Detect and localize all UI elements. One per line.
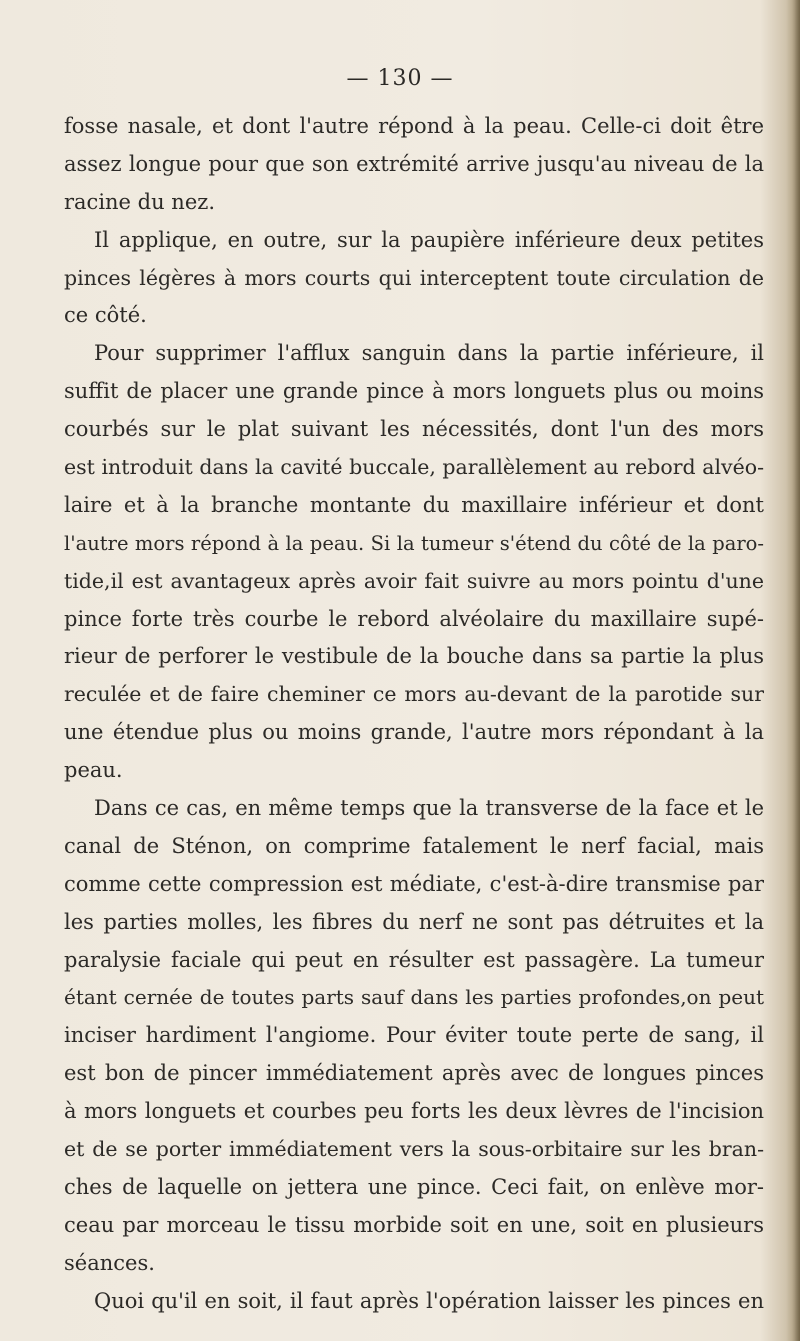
text-line: suffit de placer une grande pince à mors longuets plus ou moins [64, 379, 764, 404]
text-line: ce côté. [64, 303, 147, 328]
text-line: fosse nasale, et dont l'autre répond à la peau. Celle-ci doit être [64, 114, 764, 138]
text-line: l'autre mors répond à la peau. Si la tumeur s'étend du côté de la paro- [64, 531, 764, 555]
text-line: laire et à la branche montante du maxillaire inférieur et dont [64, 492, 764, 517]
text-line: les parties molles, les fibres du nerf ne sont pas détruites et la [64, 909, 764, 934]
text-line: comme cette compression est médiate, c'est-à-dire transmise par [64, 871, 764, 896]
text-line: ches de laquelle on jettera une pince. Ceci fait, on enlève mor- [64, 1174, 764, 1199]
text-line: Pour supprimer l'afflux sanguin dans la partie inférieure, il [94, 341, 764, 366]
text-line: rieur de perforer le vestibule de la bouche dans sa partie la plus [64, 644, 764, 669]
text-line: paralysie faciale qui peut en résulter est passagère. La tumeur [64, 947, 764, 972]
text-line: inciser hardiment l'angiome. Pour éviter toute perte de sang, il [64, 1023, 764, 1048]
text-line: une étendue plus ou moins grande, l'autre mors répondant à la [64, 720, 764, 745]
text-line: tide,il est avantageux après avoir fait suivre au mors pointu d'une [64, 568, 764, 593]
page-edge-shadow [786, 0, 800, 1341]
text-line: Quoi qu'il en soit, il faut après l'opération laisser les pinces en [94, 1288, 764, 1313]
text-line: peau. [64, 758, 123, 783]
text-line: canal de Sténon, on comprime fatalement le nerf facial, mais [64, 833, 764, 858]
text-line: et de se porter immédiatement vers la sous-orbitaire sur les bran- [64, 1137, 764, 1162]
text-line: courbés sur le plat suivant les nécessités, dont l'un des mors [64, 417, 764, 442]
text-line: racine du nez. [64, 189, 215, 214]
text-line: Il applique, en outre, sur la paupière inférieure deux petites [94, 227, 764, 252]
text-line: à mors longuets et courbes peu forts les deux lèvres de l'incision [64, 1099, 764, 1124]
body-text [64, 108, 764, 1321]
text-line: Dans ce cas, en même temps que la transverse de la face et le [94, 796, 764, 821]
text-line: est bon de pincer immédiatement après avec de longues pinces [64, 1061, 764, 1086]
text-line: est introduit dans la cavité buccale, parallèlement au rebord alvéo- [64, 455, 764, 480]
text-line: assez longue pour que son extrémité arrive jusqu'au niveau de la [64, 151, 764, 176]
page-number: — 130 — [346, 66, 454, 91]
text-line: pinces légères à mors courts qui interceptent toute circulation de [64, 265, 764, 290]
text-line: reculée et de faire cheminer ce mors au-devant de la parotide sur [64, 682, 764, 707]
text-line: étant cernée de toutes parts sauf dans les parties profondes,on peut [64, 985, 764, 1010]
text-line: séances. [64, 1250, 155, 1275]
text-line: pince forte très courbe le rebord alvéolaire du maxillaire supé- [64, 606, 764, 631]
text-line: ceau par morceau le tissu morbide soit en une, soit en plusieurs [64, 1212, 764, 1237]
